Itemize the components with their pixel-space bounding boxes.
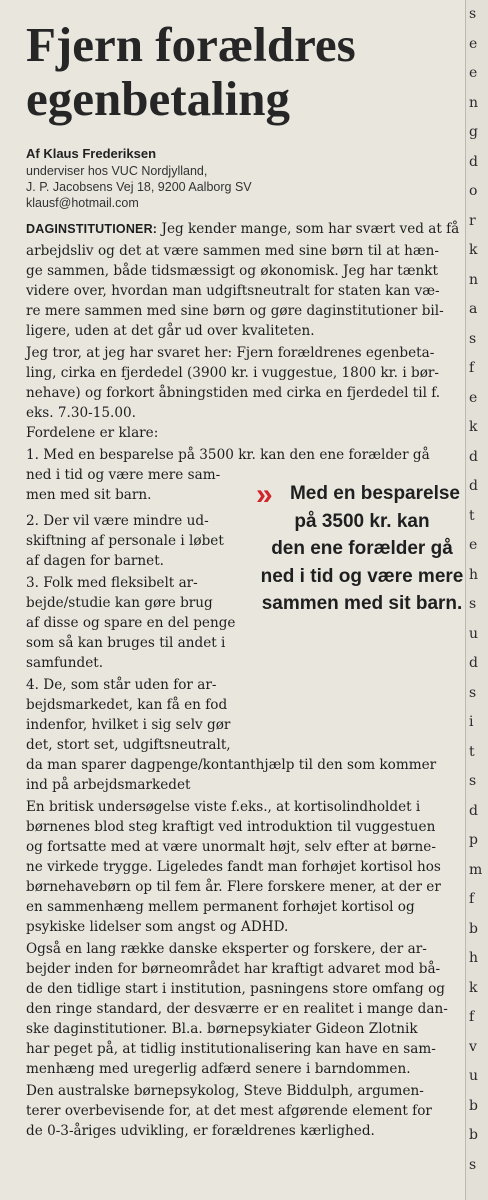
adjacent-column-letter: m bbox=[469, 861, 483, 878]
body-line: nehave) og forkort åbningstiden med cirka en fjerdedel til f. bbox=[26, 385, 441, 401]
adjacent-column-letter: s bbox=[469, 596, 477, 612]
body-line: Også en lang række danske eksperter og forskere, der ar- bbox=[26, 941, 427, 957]
body-first-line bbox=[26, 220, 468, 238]
pull-quote-line: på 3500 kr. kan bbox=[294, 510, 430, 532]
adjacent-column-letter: b bbox=[469, 1097, 478, 1114]
body-line: samfundet. bbox=[26, 655, 104, 671]
body-line: Fordelene er klare: bbox=[26, 425, 159, 441]
body-line: ske daginstitutioner. Bl.a. børnepsykiater Gideon Zlotnik bbox=[26, 1021, 418, 1037]
body-line: som så kan bruges til andet i bbox=[26, 635, 226, 651]
pull-quote-line: sammen med sit barn. bbox=[261, 593, 463, 614]
body-line: børnenes blod steg kraftigt ved introduktion til vuggestuen bbox=[26, 819, 436, 835]
adjacent-column-letter: k bbox=[469, 419, 478, 435]
headline bbox=[26, 18, 456, 126]
body-line: indenfor, hvilket i sig selv gør bbox=[26, 717, 231, 733]
headline-line: egenbetaling bbox=[26, 71, 291, 126]
adjacent-column-letter: s bbox=[469, 1156, 477, 1173]
body-line: 3. Folk med fleksibelt ar- bbox=[26, 575, 198, 591]
body-line: det, stort set, udgiftsneutralt, bbox=[26, 737, 231, 753]
adjacent-column-letter: s bbox=[469, 773, 477, 789]
adjacent-column-letter: b bbox=[469, 920, 478, 937]
body-line: men med sit barn. bbox=[26, 487, 152, 503]
section-kicker: DAGINSTITUTIONER: bbox=[26, 222, 158, 236]
body-line: ligere, uden at det går ud over kvaliteten. bbox=[26, 323, 315, 339]
quote-mark-icon: » bbox=[256, 478, 273, 511]
body-line: ne virkede trygge. Ligeledes fandt man forhøjet kortisol hos bbox=[26, 859, 441, 875]
pull-quote bbox=[252, 480, 472, 618]
byline-address: J. P. Jacobsens Vej 18, 9200 Aalborg SV bbox=[26, 180, 252, 194]
adjacent-column-letter: a bbox=[469, 301, 478, 317]
adjacent-column-letter: n bbox=[469, 94, 479, 111]
adjacent-column-letter: u bbox=[469, 625, 479, 642]
adjacent-column-letter: e bbox=[469, 65, 478, 81]
body-line: ind på arbejdsmarkedet bbox=[26, 777, 191, 793]
adjacent-column-letter: u bbox=[469, 1068, 479, 1084]
body-line: bejder inden for børneområdet har kraftigt advaret mod bå- bbox=[26, 961, 441, 977]
body-line: re mere sammen med sine børn og gøre daginstitutioner bil- bbox=[26, 303, 444, 319]
body-line: af dagen for barnet. bbox=[26, 553, 165, 569]
body-line: psykiske lidelser som angst og ADHD. bbox=[26, 919, 289, 935]
adjacent-column-letter: s bbox=[469, 684, 477, 701]
adjacent-column-letter: f bbox=[469, 1009, 475, 1025]
body-line: En britisk undersøgelse viste f.eks., at kortisolindholdet i bbox=[26, 799, 421, 815]
adjacent-column-letter: e bbox=[469, 537, 478, 553]
adjacent-column-letter: o bbox=[469, 183, 478, 199]
body-line: da man sparer dagpenge/kontanthjælp til den som kommer bbox=[26, 757, 437, 773]
body-line: Jeg tror, at jeg har svaret her: Fjern forældrenes egenbeta- bbox=[26, 345, 435, 361]
adjacent-column-letter: e bbox=[469, 389, 478, 406]
adjacent-column-letter: d bbox=[469, 802, 478, 819]
body-line: den ringe standard, der desværre er en realitet i mange dan- bbox=[26, 1001, 448, 1017]
byline-affiliation: underviser hos VUC Nordjylland, bbox=[26, 164, 208, 178]
body-line: børnehavebørn op til fem år. Flere forskere mener, at der er bbox=[26, 879, 441, 895]
adjacent-column-letter: d bbox=[469, 478, 478, 494]
adjacent-column-letter: t bbox=[469, 507, 475, 524]
adjacent-column-letter: t bbox=[469, 743, 475, 760]
body-line: 2. Der vil være mindre ud- bbox=[26, 513, 209, 529]
body-line: og fortsatte med at være unormalt højt, selv efter at børne- bbox=[26, 839, 436, 855]
adjacent-column-letter: f bbox=[469, 891, 475, 907]
byline-author: Af Klaus Frederiksen bbox=[26, 146, 157, 161]
body-line: terer overbevisende for, at det mest afgørende element for bbox=[26, 1103, 432, 1119]
body-line: bejdsmarkedet, kan få en fod bbox=[26, 697, 228, 713]
body-line: 4. De, som står uden for ar- bbox=[26, 677, 217, 693]
body-line: bejde/studie kan gøre brug bbox=[26, 595, 213, 611]
body-line: ge sammen, både tidsmæssigt og økonomisk. Jeg har tænkt bbox=[26, 263, 438, 279]
body-line: skiftning af personale i løbet bbox=[26, 533, 224, 549]
adjacent-column-letter: s bbox=[469, 330, 477, 347]
byline-email: klausf@hotmail.com bbox=[26, 196, 139, 210]
body-line: har peget på, at tidlig institutionalisering kan have en sam- bbox=[26, 1041, 436, 1057]
pull-quote-line: den ene forælder gå bbox=[271, 538, 453, 559]
body-line: af disse og spare en del penge bbox=[26, 615, 236, 631]
adjacent-column-letter: k bbox=[469, 979, 478, 996]
body-line: de 0-3-åriges udvikling, er forældrenes kærlighed. bbox=[26, 1123, 375, 1139]
pull-quote-line: Med en besparelse bbox=[289, 483, 461, 504]
adjacent-column-letter: e bbox=[469, 35, 478, 52]
first-line-text: Jeg kender mange, som har svært ved at få bbox=[157, 221, 460, 237]
body-line: videre over, hvordan man udgiftsneutralt for staten kan væ- bbox=[26, 283, 440, 299]
adjacent-column-letter: d bbox=[469, 655, 478, 671]
pull-quote-line: ned i tid og være mere bbox=[260, 565, 464, 587]
adjacent-column-letter: h bbox=[469, 566, 479, 583]
adjacent-column-letter: f bbox=[469, 360, 475, 376]
body-line: eks. 7.30-15.00. bbox=[26, 405, 136, 421]
adjacent-column-letter: k bbox=[469, 242, 478, 258]
body-line: ling, cirka en fjerdedel (3900 kr. i vuggestue, 1800 kr. i bør- bbox=[26, 365, 439, 381]
body-line: ned i tid og være mere sam- bbox=[26, 467, 221, 483]
adjacent-column-letter: b bbox=[469, 1127, 478, 1143]
body-line: 1. Med en besparelse på 3500 kr. kan den ene forælder gå bbox=[26, 447, 430, 463]
adjacent-column-letter: d bbox=[469, 153, 478, 170]
adjacent-column-letter: g bbox=[469, 124, 478, 140]
body-line: Den australske børnepsykolog, Steve Biddulph, argumen- bbox=[26, 1083, 424, 1099]
adjacent-column-letter: v bbox=[469, 1038, 477, 1055]
adjacent-column-letter: r bbox=[469, 212, 476, 229]
adjacent-column-letter: s bbox=[469, 6, 477, 22]
adjacent-column-letter: n bbox=[469, 271, 479, 288]
adjacent-column-letter: p bbox=[469, 832, 478, 848]
adjacent-column-letter: d bbox=[469, 448, 478, 465]
headline-line: Fjern forældres bbox=[26, 17, 356, 72]
body-line: de den tidlige start i institution, pasningens store omfang og bbox=[26, 981, 445, 997]
adjacent-column-letter: i bbox=[469, 714, 474, 730]
body-line: menhæng med uregerlig adfærd senere i barndommen. bbox=[26, 1061, 411, 1077]
body-line: en sammenhæng mellem permanent forhøjet kortisol og bbox=[26, 899, 415, 915]
body-line: arbejdsliv og det at være sammen med sine børn til at hæn- bbox=[26, 243, 439, 259]
adjacent-column-letter: h bbox=[469, 950, 479, 966]
